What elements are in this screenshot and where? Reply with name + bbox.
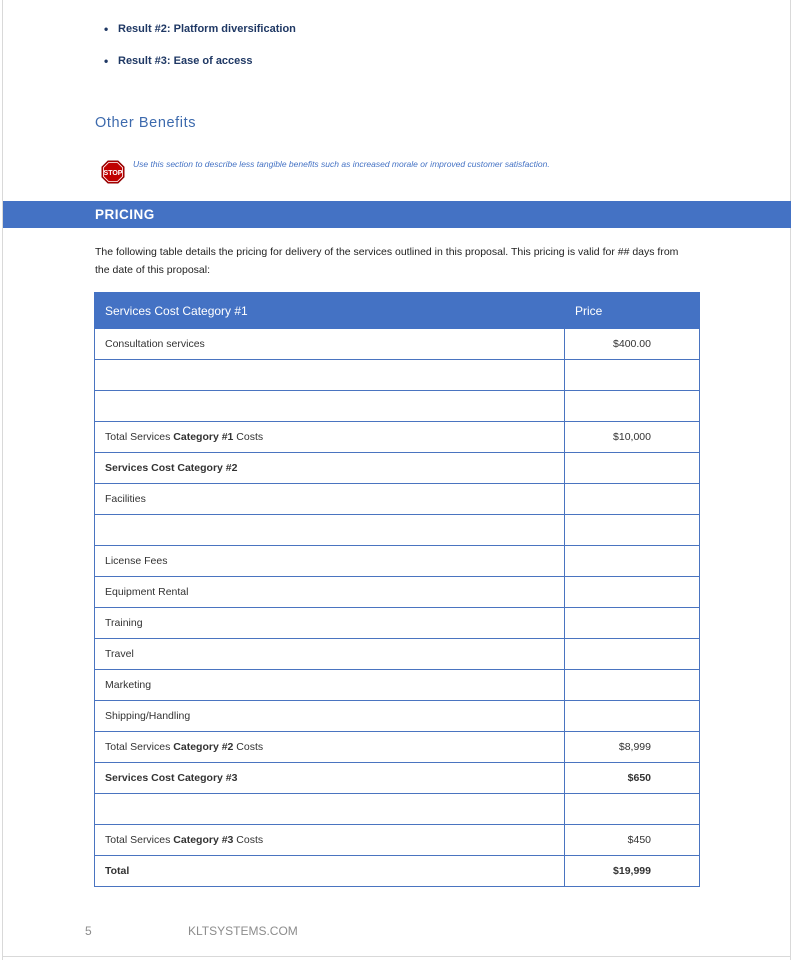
row-label [95,794,565,825]
row-price [565,701,700,732]
subtotal-prefix: Total Services [105,431,174,443]
row-price: $10,000 [565,422,700,453]
row-label [95,825,565,856]
table-row [95,484,700,515]
table-row [95,732,700,763]
pricing-section-header [3,201,791,228]
other-benefits-heading: Other Benefits [95,115,197,131]
row-label: Services Cost Category #2 [95,453,565,484]
row-label: Shipping/Handling [95,701,565,732]
row-label: Equipment Rental [95,577,565,608]
table-row [95,825,700,856]
row-label: Training [95,608,565,639]
row-label [95,515,565,546]
row-label: License Fees [95,546,565,577]
subtotal-category: Category #1 [173,431,234,443]
footer-site: KLTSYSTEMS.COM [188,924,298,938]
table-row [95,453,700,484]
table-header-row [95,293,700,329]
row-price: $8,999 [565,732,700,763]
row-price: $650 [565,763,700,794]
row-price [565,794,700,825]
subtotal-category: Category #2 [173,741,234,753]
table-row [95,391,700,422]
row-label [95,732,565,763]
subtotal-suffix: Costs [233,741,264,753]
table-row [95,701,700,732]
stop-sign-label: STOP [103,169,123,177]
table-row [95,670,700,701]
table-row [95,794,700,825]
total-price: $19,999 [565,856,700,887]
table-row [95,763,700,794]
subtotal-category: Category #3 [173,834,234,846]
row-label: Services Cost Category #3 [95,763,565,794]
row-price [565,546,700,577]
table-row [95,515,700,546]
row-price [565,577,700,608]
row-price [565,515,700,546]
row-price [565,360,700,391]
subtotal-prefix: Total Services [105,741,174,753]
row-price: $400.00 [565,329,700,360]
row-label [95,422,565,453]
subtotal-suffix: Costs [233,431,264,443]
row-price: $450 [565,825,700,856]
subtotal-prefix: Total Services [105,834,174,846]
row-label: Facilities [95,484,565,515]
row-label: Travel [95,639,565,670]
row-price [565,391,700,422]
table-row-total [95,856,700,887]
row-label [95,391,565,422]
total-label: Total [95,856,565,887]
row-price [565,484,700,515]
row-price [565,670,700,701]
table-row [95,639,700,670]
benefits-note: Use this section to describe less tangible benefits such as increased morale or improved customer satisfaction. [133,159,550,169]
result-item: • Result #3: Ease of access [104,52,296,84]
pricing-table [94,292,700,887]
row-price [565,639,700,670]
table-row [95,329,700,360]
table-row [95,422,700,453]
table-row [95,608,700,639]
row-label: Marketing [95,670,565,701]
pricing-intro: The following table details the pricing for delivery of the services outlined in this proposal. This pricing is valid for ## days from the date of this proposal: [95,246,679,276]
row-label [95,360,565,391]
page-border-left [2,0,3,960]
page-border-bottom [2,956,791,957]
results-list [104,20,296,84]
column-header-price: Price [565,293,700,329]
table-row [95,360,700,391]
page-number: 5 [85,924,92,938]
pricing-title: PRICING [95,207,155,222]
table-row [95,546,700,577]
page-border-right [790,0,791,960]
result-item: • Result #2: Platform diversification [104,20,296,52]
row-price [565,453,700,484]
row-label: Consultation services [95,329,565,360]
column-header-category: Services Cost Category #1 [95,293,565,329]
row-price [565,608,700,639]
stop-sign-icon [101,160,125,184]
subtotal-suffix: Costs [233,834,264,846]
table-row [95,577,700,608]
